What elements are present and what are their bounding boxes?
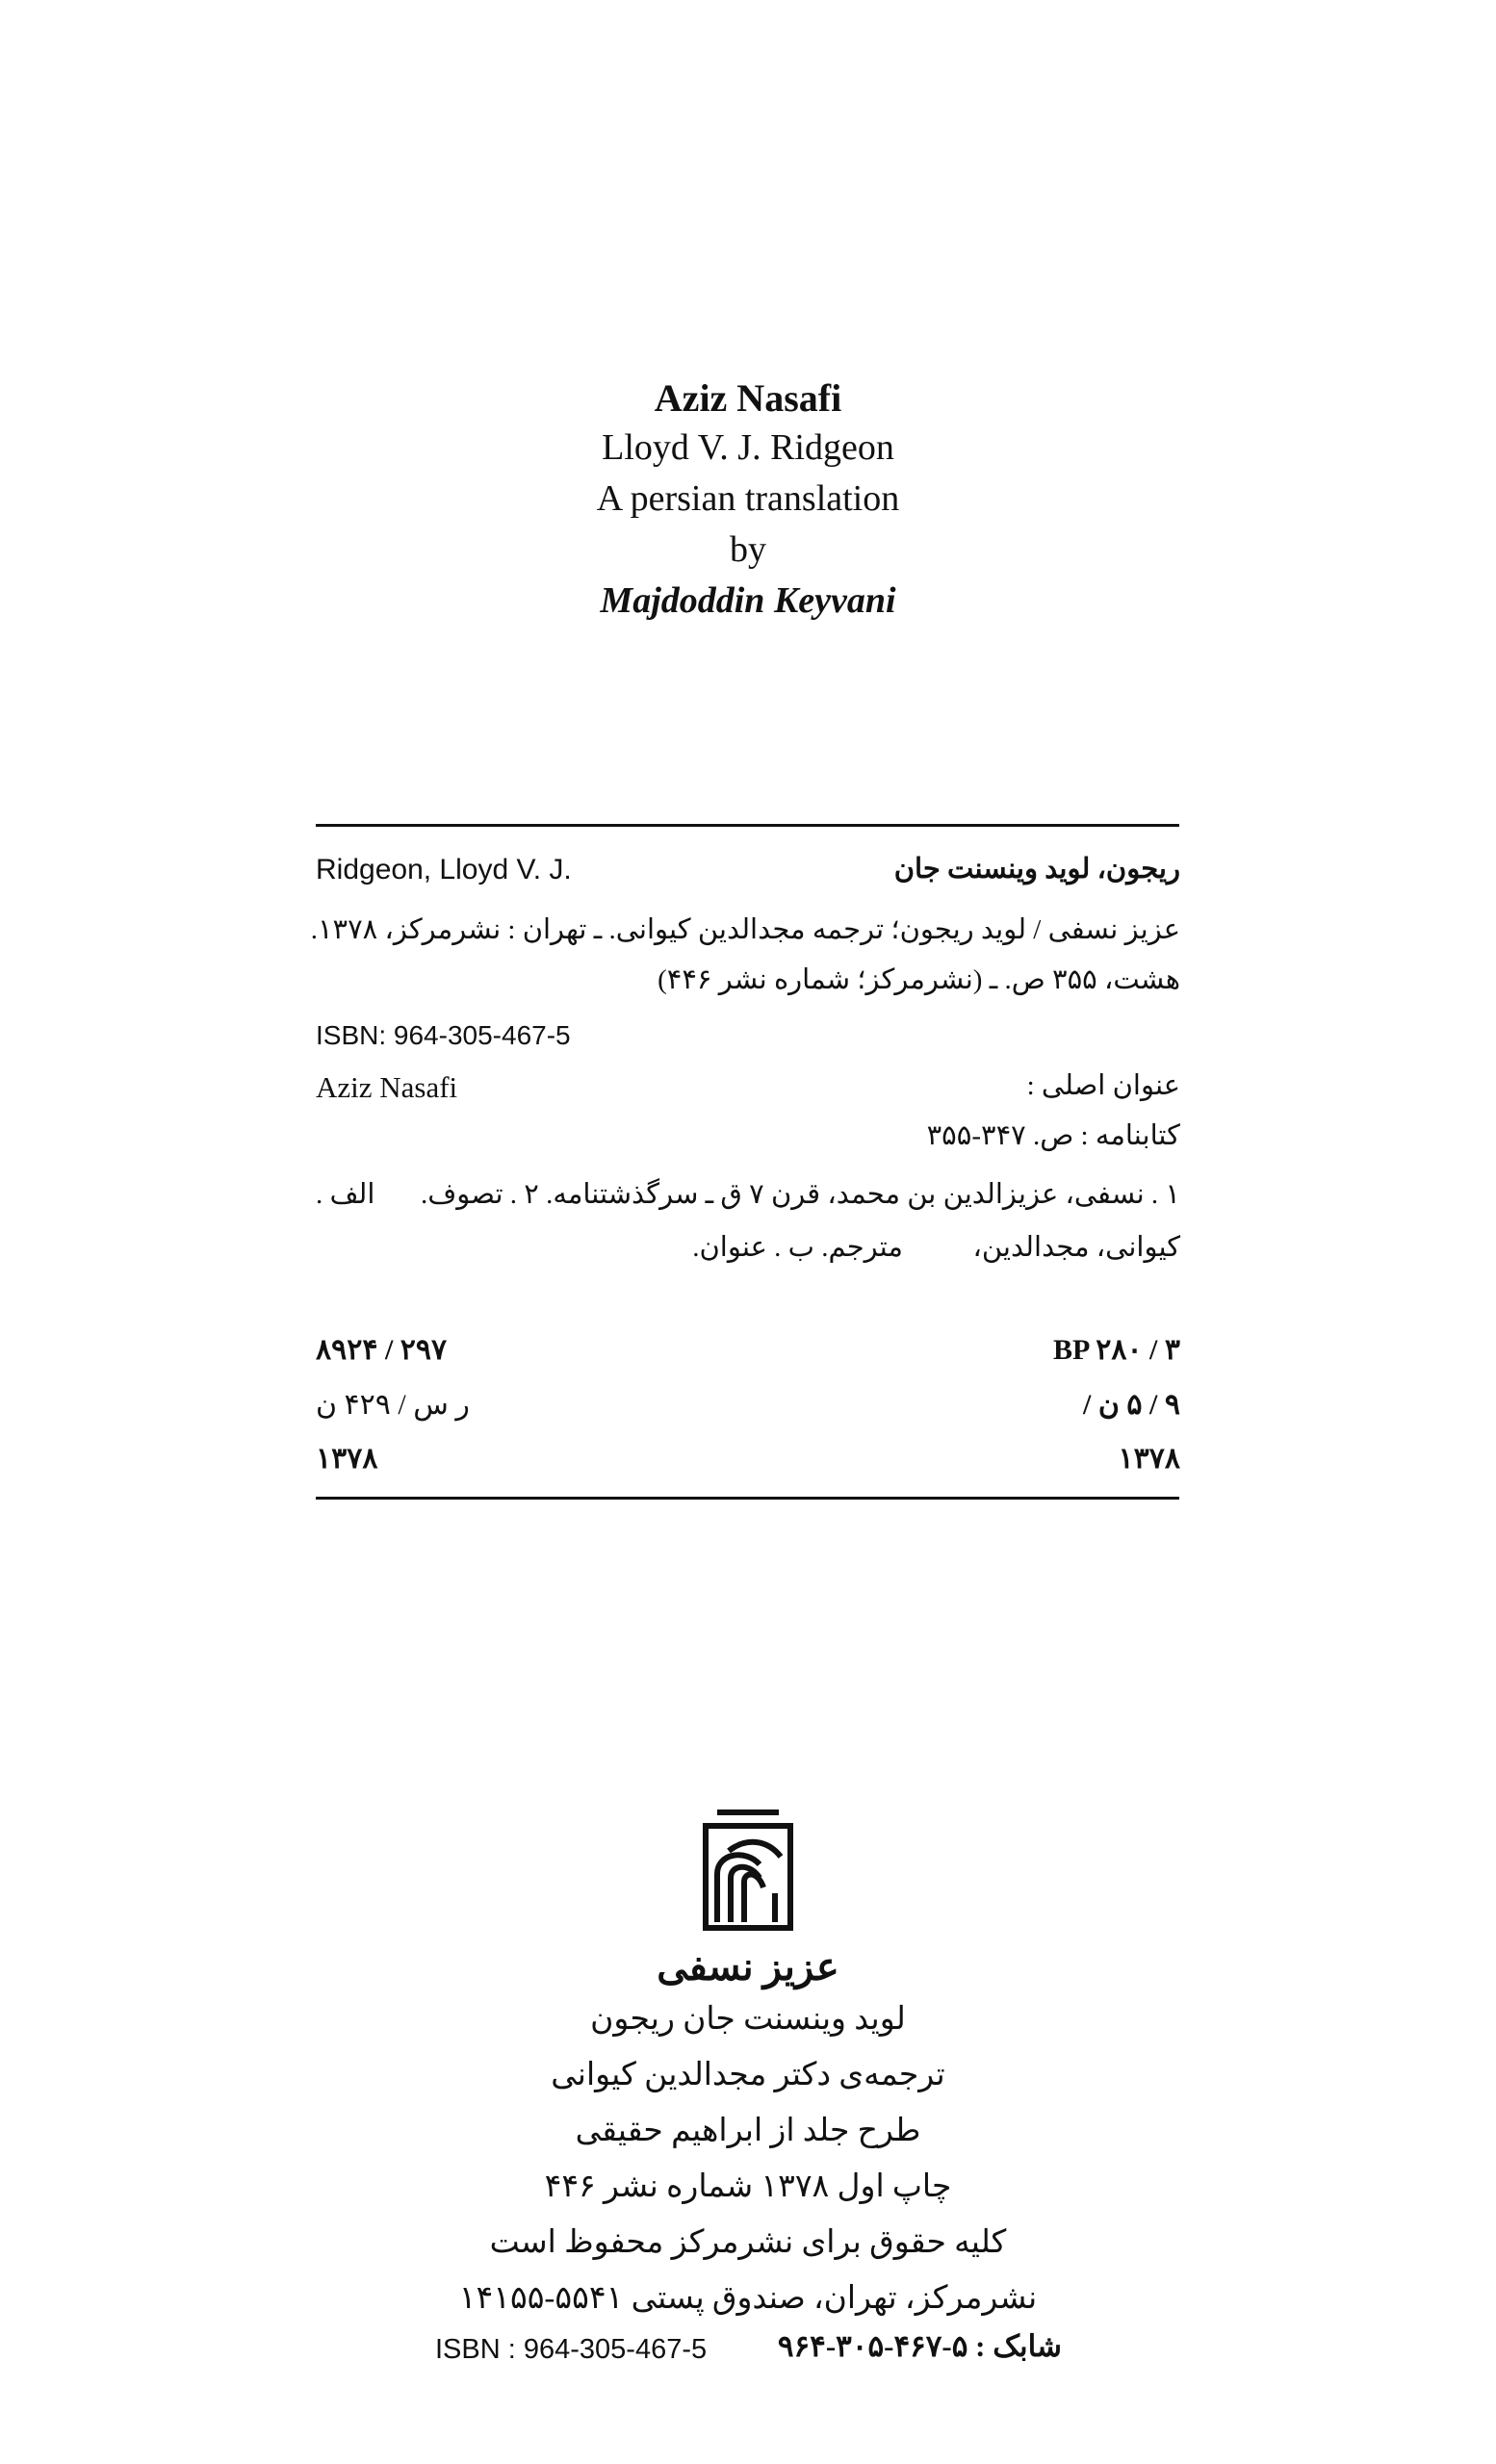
catalog-line-title: عزیز نسفی / لوید ریجون؛ ترجمه مجدالدین کیوانی. ـ تهران : نشرمرکز، ۱۳۷۸. xyxy=(310,914,1180,945)
class-left-2: ر س / ۴۲۹ ن xyxy=(316,1389,470,1421)
publisher-print-info: چاپ اول ۱۳۷۸ شماره نشر ۴۴۶ xyxy=(544,2169,952,2204)
publisher-address: نشرمرکز، تهران، صندوق پستی ۵۵۴۱-۱۴۱۵۵ xyxy=(458,2281,1038,2316)
catalog-original-title-en: Aziz Nasafi xyxy=(316,1070,458,1104)
publisher-isbn-fa: شابک : ۵-۴۶۷-۳۰۵-۹۶۴ xyxy=(777,2329,1062,2363)
publisher-isbn-en: ISBN : 964-305-467-5 xyxy=(435,2334,708,2365)
publisher-rights: کلیه حقوق برای نشرمرکز محفوظ است xyxy=(489,2225,1007,2260)
english-title: Aziz Nasafi xyxy=(654,376,842,420)
english-translator: Majdoddin Keyvani xyxy=(600,580,896,621)
class-right-2: ۹ / ۵ ن / xyxy=(1083,1389,1180,1421)
class-left-3: ۱۳۷۸ xyxy=(316,1443,378,1475)
catalog-subjects-tail: الف . xyxy=(316,1179,375,1210)
publisher-author: لوید وینسنت جان ریجون xyxy=(590,2002,906,2037)
catalog-added-entries: کیوانی، مجدالدین، مترجم. ب . عنوان. xyxy=(692,1232,1180,1263)
publisher-logo-icon xyxy=(700,1807,796,1934)
catalog-bottom-rule xyxy=(316,1497,1179,1500)
class-right-1: BP ۲۸۰ / ۳ xyxy=(1053,1334,1180,1366)
catalog-top-rule xyxy=(316,824,1179,827)
catalog-name-en: Ridgeon, Lloyd V. J. xyxy=(316,854,572,886)
english-author: Lloyd V. J. Ridgeon xyxy=(602,427,894,468)
catalog-line-pages: هشت، ۳۵۵ ص. ـ (نشرمرکز؛ شماره نشر ۴۴۶) xyxy=(658,964,1180,995)
english-by: by xyxy=(730,529,766,570)
class-right-3: ۱۳۷۸ xyxy=(1118,1443,1180,1475)
catalog-subjects: ۱ . نسفی، عزیزالدین بن محمد، قرن ۷ ق ـ سرگذشتنامه. ۲ . تصوف. xyxy=(421,1179,1180,1210)
english-subtitle: A persian translation xyxy=(596,478,900,519)
catalog-isbn: ISBN: 964-305-467-5 xyxy=(316,1020,571,1050)
catalog-name-fa: ریجون، لوید وینسنت جان xyxy=(893,854,1180,885)
publisher-translator: ترجمه‌ی دکتر مجدالدین کیوانی xyxy=(551,2058,945,2092)
publisher-cover-design: طرح جلد از ابراهیم حقیقی xyxy=(575,2114,921,2148)
class-left-1: ۲۹۷ / ۸۹۲۴ xyxy=(316,1334,448,1366)
catalog-bibliography: کتابنامه : ص. ۳۴۷-۳۵۵ xyxy=(926,1120,1180,1151)
catalog-original-title-label: عنوان اصلی : xyxy=(1026,1070,1180,1101)
publisher-title: عزیز نسفی xyxy=(657,1945,839,1989)
